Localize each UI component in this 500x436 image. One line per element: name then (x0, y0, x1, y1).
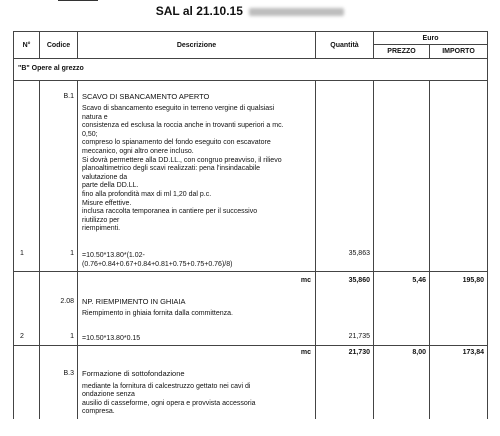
description-line: mediante la fornitura di calcestruzzo gettato nei cavi di (82, 382, 251, 390)
page-title-text: SAL al 21.10.15 (155, 4, 243, 18)
description-line: compresa. (82, 408, 115, 416)
description-line: Scavo di sbancamento eseguito in terreno vergine di qualsiasi (82, 105, 275, 113)
table-row (14, 250, 488, 272)
line-number: 1 (40, 250, 78, 272)
item-title: SCAVO DI SBANCAMENTO APERTO (78, 91, 316, 104)
formula-line: (0.76+0.84+0.67+0.84+0.81+0.75+0.75+0.76)/8) (82, 260, 233, 268)
col-importo: IMPORTO (430, 45, 488, 59)
description-line: Misure effettive. (82, 199, 132, 207)
table-row (14, 368, 488, 381)
quantity: 21,730 (316, 346, 374, 362)
description-line: fino alla profondità max di ml 1,20 dal p.c. (82, 191, 212, 199)
formula-line: =10.50*13.80*(1.02- (82, 252, 145, 259)
col-quantita: Quantità (316, 32, 374, 59)
amount: 173,84 (430, 346, 488, 362)
unit: mc (78, 272, 316, 290)
total-row (14, 272, 488, 290)
description-line: ausilio di casseforme, ogni opera e provvista accessoria (82, 399, 256, 407)
col-n: N° (14, 32, 40, 59)
col-prezzo: PREZZO (374, 45, 430, 59)
price: 5,46 (374, 272, 430, 290)
description-line: riempimenti. (82, 225, 121, 233)
quantity: 35,860 (316, 272, 374, 290)
description-line: natura e (82, 113, 108, 121)
sal-table (13, 31, 488, 419)
table-row (14, 91, 488, 104)
table-row (14, 103, 488, 236)
description-line: planoaltimetrico degli scavi realizzati: pena l'insindacabile (82, 165, 260, 173)
col-descrizione: Descrizione (78, 32, 316, 59)
partial-quantity: 21,735 (316, 333, 374, 346)
col-euro: Euro (374, 32, 488, 45)
formula-line: =10.50*13.80*0.15 (78, 333, 316, 346)
table-row (14, 296, 488, 309)
description-line: parte della DD.LL. (82, 182, 139, 190)
redacted-name (249, 8, 344, 16)
item-code: B.1 (40, 91, 78, 104)
total-row (14, 346, 488, 362)
row-number: 1 (14, 250, 40, 272)
page-title (0, 4, 500, 18)
line-number: 1 (40, 333, 78, 346)
description-line: meccanico, ogni altro onere incluso. (82, 148, 194, 156)
spacer-row (14, 81, 488, 91)
description-line: valutazione da (82, 173, 128, 181)
item-title: Formazione di sottofondazione (78, 368, 316, 381)
description-line: compreso lo spianamento del fondo eseguito con escavatore (82, 139, 271, 147)
table-row (14, 333, 488, 346)
table-row (14, 308, 488, 321)
description-line: 0,50; (82, 130, 98, 138)
unit: mc (78, 346, 316, 362)
amount: 195,80 (430, 272, 488, 290)
partial-quantity: 35,863 (316, 250, 374, 272)
table-row (14, 381, 488, 419)
row-number: 2 (14, 333, 40, 346)
description-line: ondazione senza (82, 391, 135, 399)
item-code: 2.08 (40, 296, 78, 309)
description-line: inclusa raccolta temporanea in cantiere per il successivo (82, 208, 258, 216)
description-line: riutilizzo per (82, 216, 120, 224)
description-line: consistenza ed esclusa la roccia anche in trovanti superiori a mc. (82, 122, 284, 130)
section-label: "B" Opere al grezzo (14, 59, 488, 81)
header-rule (58, 0, 98, 1)
price: 8,00 (374, 346, 430, 362)
item-title: NP. RIEMPIMENTO IN GHIAIA (78, 296, 316, 309)
description-line: Si dovrà permettere alla DD.LL., con congruo preavviso, il rilievo (82, 156, 282, 164)
item-code: B.3 (40, 368, 78, 381)
description-line: Riempimento in ghiaia fornita dalla committenza. (78, 308, 316, 321)
col-codice: Codice (40, 32, 78, 59)
